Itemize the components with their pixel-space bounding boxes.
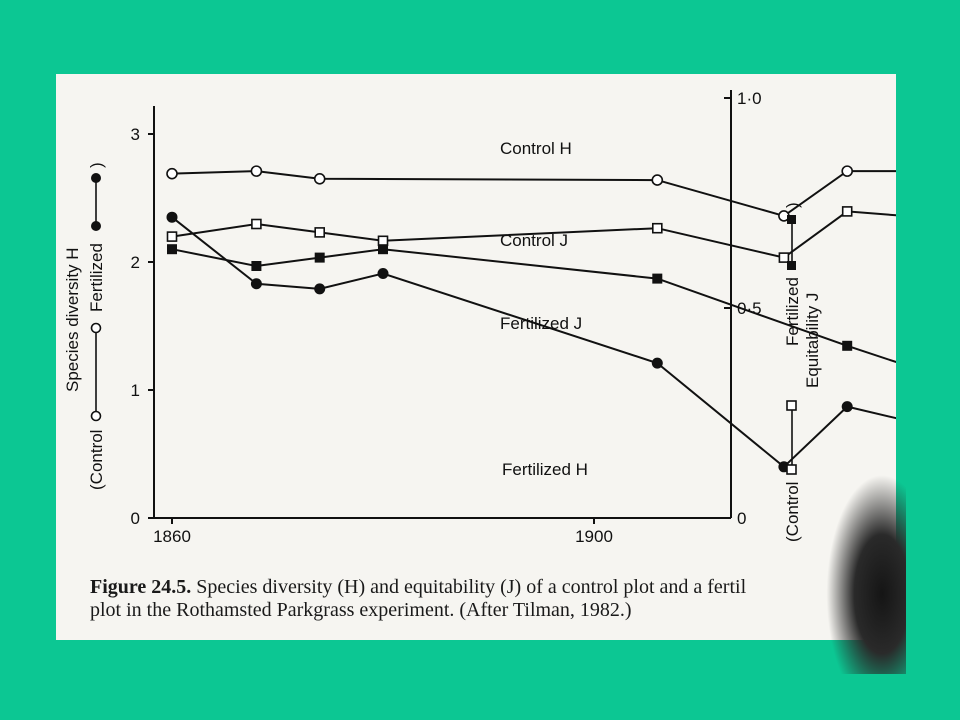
point-fertilized-h <box>378 268 389 279</box>
point-control-h <box>652 175 662 185</box>
left-label-title: Species diversity H <box>63 247 82 392</box>
point-control-h <box>315 174 325 184</box>
label-fertilized-h: Fertilized H <box>502 460 588 479</box>
point-fertilized-j <box>167 244 177 254</box>
point-control-j <box>779 253 788 262</box>
label-control-h: Control H <box>500 139 572 158</box>
point-control-h <box>251 166 261 176</box>
caption-figure-number: Figure 24.5. <box>90 576 192 598</box>
point-control-j <box>315 228 324 237</box>
right-tick-label: 0 <box>737 509 747 528</box>
point-control-j <box>252 220 261 229</box>
figure-page <box>56 74 896 640</box>
right-tick-label: 0·5 <box>737 299 762 318</box>
label-control-j: Control J <box>500 231 569 250</box>
caption-line-1 <box>90 576 890 599</box>
label-fertilized-j: Fertilized J <box>500 314 583 333</box>
point-control-j <box>843 207 852 216</box>
left-label-control: (Control <box>87 429 106 490</box>
right-label-control: (Control <box>783 481 802 542</box>
point-fertilized-h <box>314 283 325 294</box>
left-axis-label <box>63 162 106 490</box>
diversity-chart <box>56 74 896 574</box>
caption-text-1: Species diversity (H) and equitability (J) of a control plot and a fertil <box>196 576 747 598</box>
figure-caption <box>90 576 890 622</box>
point-control-j <box>379 236 388 245</box>
left-tick-label: 2 <box>130 253 140 272</box>
left-legend-open-circle <box>92 324 101 421</box>
right-label-fertilized: Fertilized <box>783 277 802 346</box>
left-label-fertilized: Fertilized <box>87 243 106 312</box>
left-legend-filled-circle <box>91 173 101 231</box>
point-fertilized-j <box>251 261 261 271</box>
x-tick-label: 1860 <box>153 527 191 546</box>
right-tick-label: 1·0 <box>737 89 762 108</box>
point-fertilized-h <box>167 212 178 223</box>
left-tick-label: 3 <box>130 125 140 144</box>
point-control-h <box>842 166 852 176</box>
point-fertilized-j <box>652 274 662 284</box>
right-label-close-paren: ) <box>783 202 802 208</box>
caption-line-2: plot in the Rothamsted Parkgrass experiment. (After Tilman, 1982.) <box>90 599 632 621</box>
point-fertilized-h <box>652 358 663 369</box>
point-fertilized-h <box>842 401 853 412</box>
left-tick-label: 0 <box>130 509 140 528</box>
point-control-j <box>653 224 662 233</box>
right-label-title: Equitability J <box>803 292 822 388</box>
left-tick-label: 1 <box>130 381 140 400</box>
x-tick-label: 1900 <box>575 527 613 546</box>
point-fertilized-h <box>251 278 262 289</box>
point-fertilized-j <box>378 244 388 254</box>
left-label-close-paren: ) <box>87 162 106 168</box>
point-control-j <box>168 232 177 241</box>
point-control-h <box>167 169 177 179</box>
right-legend-filled-square <box>787 215 796 270</box>
point-fertilized-j <box>315 253 325 263</box>
point-fertilized-j <box>842 341 852 351</box>
